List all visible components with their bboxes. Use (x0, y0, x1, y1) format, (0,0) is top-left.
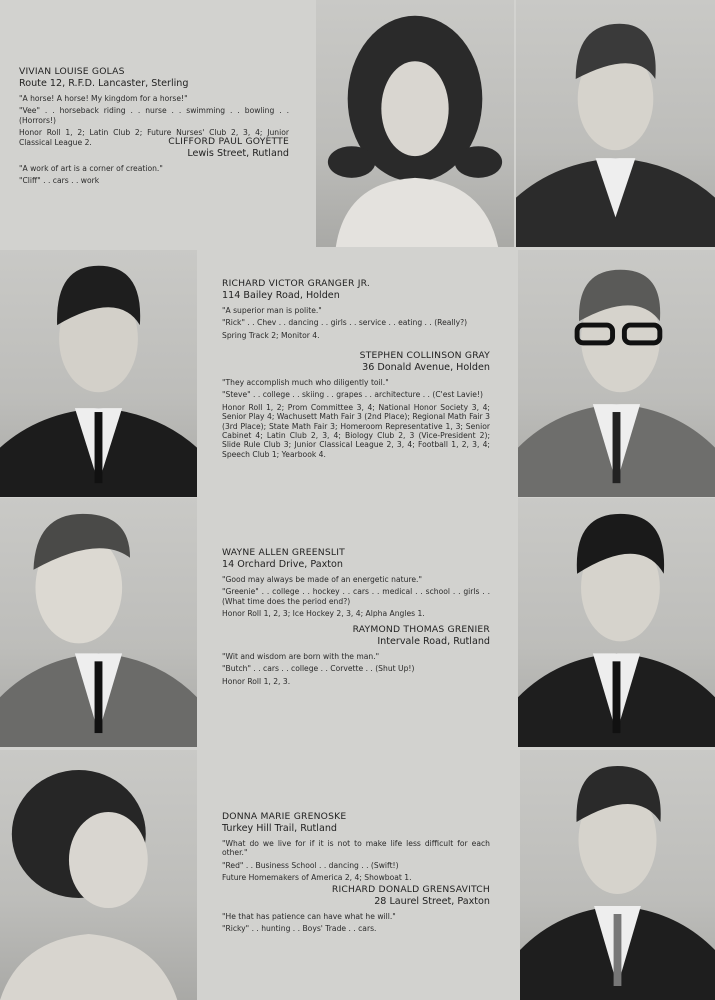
student-address: 28 Laurel Street, Paxton (374, 896, 490, 907)
portrait-richard-granger (0, 250, 197, 497)
entry-wayne-greenslit (222, 547, 490, 622)
portrait-raymond-grenier (518, 498, 715, 747)
student-activities: Honor Roll 1, 2, 3. (222, 676, 291, 686)
student-name: RAYMOND THOMAS GRENIER (352, 624, 490, 635)
student-name: RICHARD DONALD GRENSAVITCH (331, 884, 490, 895)
student-activities: Honor Roll 1, 2; Prom Committee 3, 4; National Honor Society 3, 4; Senior Play 4; Wachusett Math Fair 3 (2nd Place); Regional Math Fair 3 (3rd Place); State Math Fair 3; Homeroom Representative 1, 3; Senior Cabinet 4; Latin Club 2, 3, 4; Biology Club 2, 3 (Vice-President 2); Slide Rule Club 3; Junior Classical League 2, 3, 4; Football 1, 2, 3, 4; Speech Club 1; Yearbook 4. (222, 402, 490, 459)
student-address: 36 Donald Avenue, Holden (362, 362, 490, 373)
student-activities: Future Homemakers of America 2, 4; Showboat 1. (222, 873, 412, 883)
student-activities: Honor Roll 1, 2; Latin Club 2; Future Nurses' Club 2, 3, 4; Junior Classical League 2. (19, 128, 289, 147)
student-name: WAYNE ALLEN GREENSLIT (222, 547, 345, 558)
entry-richard-grensavitch (222, 884, 490, 937)
student-interests: "Steve" . . college . . skiing . . grapes . . architecture . . (C'est Lavie!) (222, 390, 483, 400)
student-quote: "Wit and wisdom are born with the man." (222, 652, 380, 661)
student-name: RICHARD VICTOR GRANGER JR. (222, 278, 371, 289)
entry-raymond-grenier (222, 624, 490, 689)
entry-richard-granger (222, 278, 490, 343)
student-activities: Spring Track 2; Monitor 4. (222, 330, 320, 340)
student-interests: "Rick" . . Chev . . dancing . . girls . . service . . eating . . (Really?) (222, 318, 468, 328)
student-quote: "A horse! A horse! My kingdom for a horse!" (19, 94, 188, 103)
student-quote: "A superior man is polite." (222, 306, 322, 315)
student-quote: "What do we live for if it is not to make life less difficult for each other." (222, 839, 490, 858)
student-name: CLIFFORD PAUL GOYETTE (168, 136, 289, 147)
student-address: Lewis Street, Rutland (187, 148, 289, 159)
portrait-vivian-golas (316, 0, 514, 247)
student-name: STEPHEN COLLINSON GRAY (359, 350, 490, 361)
student-address: 114 Bailey Road, Holden (222, 290, 340, 301)
entry-donna-grenoske (222, 811, 490, 886)
student-quote: "They accomplish much who diligently toil." (222, 378, 389, 387)
portrait-donna-grenoske (0, 750, 197, 1000)
student-address: Route 12, R.F.D. Lancaster, Sterling (19, 78, 189, 89)
student-name: VIVIAN LOUISE GOLAS (19, 66, 125, 77)
student-interests: "Greenie" . . college . . hockey . . cars . . medical . . school . . girls . . (What time does the period end?) (222, 587, 490, 606)
student-address: Turkey Hill Trail, Rutland (222, 823, 338, 834)
entry-clifford-goyette (19, 136, 289, 189)
student-address: 14 Orchard Drive, Paxton (222, 559, 343, 570)
portrait-clifford-goyette (516, 0, 715, 247)
student-interests: "Red" . . Business School . . dancing . . (Swift!) (222, 860, 399, 870)
student-interests: "Butch" . . cars . . college . . Corvette . . (Shut Up!) (222, 664, 415, 674)
portrait-richard-grensavitch (520, 750, 715, 1000)
student-name: DONNA MARIE GRENOSKE (222, 811, 347, 822)
student-quote: "A work of art is a corner of creation." (19, 164, 163, 173)
student-interests: "Vee" . . horseback riding . . nurse . . swimming . . bowling . . (Horrors!) (19, 106, 289, 125)
portrait-stephen-gray (518, 250, 715, 497)
student-quote: "Good may always be made of an energetic nature." (222, 575, 422, 584)
student-quote: "He that has patience can have what he will." (222, 912, 396, 921)
student-interests: "Ricky" . . hunting . . Boys' Trade . . cars. (222, 924, 377, 934)
student-interests: "Cliff" . . cars . . work (19, 176, 100, 186)
entry-stephen-gray (222, 350, 490, 462)
portrait-wayne-greenslit (0, 498, 197, 747)
student-address: Intervale Road, Rutland (377, 636, 490, 647)
student-activities: Honor Roll 1, 2, 3; Ice Hockey 2, 3, 4; Alpha Angles 1. (222, 609, 425, 619)
